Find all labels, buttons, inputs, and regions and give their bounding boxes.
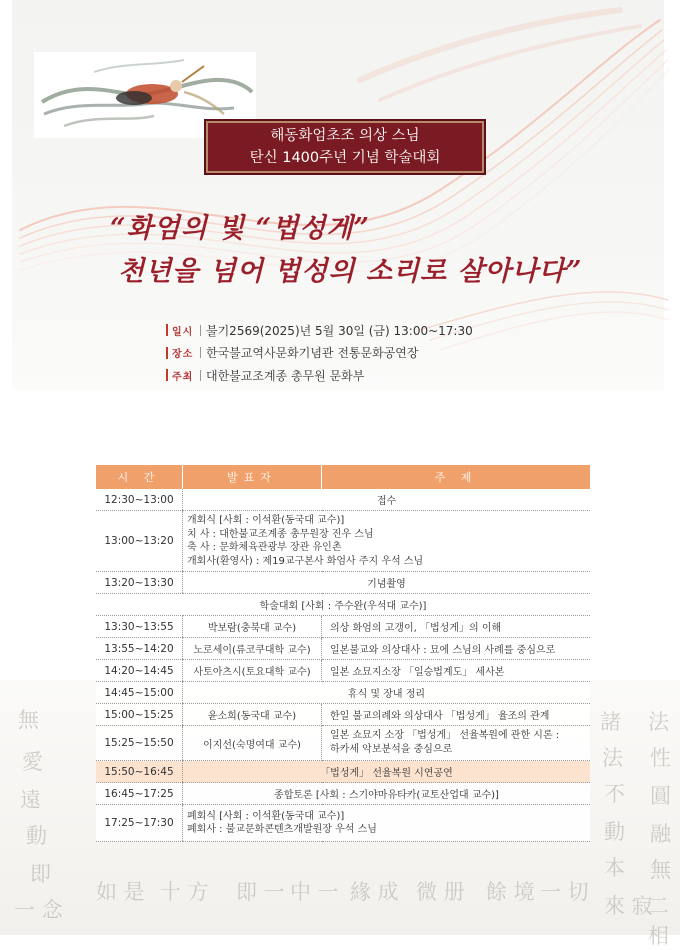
info-separator xyxy=(200,347,201,358)
row-speaker: 박보람(충북대 교수) xyxy=(183,616,322,638)
row-time: 13:55~14:20 xyxy=(96,638,183,660)
slogan-line2: 천년을 넘어 법성의 소리로 살아나다” xyxy=(118,256,583,287)
row-line: 개회사(환영사) : 제19교구본사 화엄사 주지 우석 스님 xyxy=(187,555,424,567)
header-topic: 주 제 xyxy=(322,465,591,489)
table-row xyxy=(96,572,590,594)
row-line: 개회식 [사회 : 이석환(동국대 교수)] xyxy=(187,515,345,526)
row-time: 12:30~13:00 xyxy=(96,489,183,511)
row-time: 17:25~17:30 xyxy=(96,805,183,842)
row-text: 휴식 및 장내 정리 xyxy=(183,682,591,704)
info-label: 장소 xyxy=(172,349,194,361)
info-value: 불기2569(2025)년 5월 30일 (금) 13:00~17:30 xyxy=(206,323,473,338)
row-time: 15:00~15:25 xyxy=(96,704,183,726)
table-row xyxy=(96,511,590,572)
header-speaker: 발표자 xyxy=(183,465,322,489)
event-title-line2: 탄신 1400주년 기념 학술대회 xyxy=(249,150,441,166)
row-multiline xyxy=(183,805,591,842)
row-time: 15:25~15:50 xyxy=(96,726,183,761)
info-row-venue xyxy=(166,342,626,365)
event-title-line1: 해동화엄초조 의상 스님 xyxy=(270,128,420,144)
info-bar xyxy=(166,324,168,336)
info-separator xyxy=(200,370,201,381)
row-speaker: 윤소희(동국대 교수) xyxy=(183,704,322,726)
info-bar xyxy=(166,369,168,381)
event-title-box xyxy=(204,119,486,175)
row-time: 15:50~16:45 xyxy=(96,761,183,783)
row-line: 치 사 : 대한불교조계종 총무원장 진우 스님 xyxy=(187,528,374,540)
row-text: 「법성게」 선율복원 시연공연 xyxy=(183,761,591,783)
table-row xyxy=(96,805,590,842)
slogan-line1: “화엄의 빛 “법성게” xyxy=(110,213,370,244)
table-row xyxy=(96,616,590,638)
row-multiline xyxy=(183,511,591,572)
row-time: 13:00~13:20 xyxy=(96,511,183,572)
row-text: 기념촬영 xyxy=(183,572,591,594)
row-speaker: 이지선(숙명여대 교수) xyxy=(183,726,322,761)
row-topic-line: 일본 쇼묘지 소장 「법성게」 선율복원에 관한 시론 : xyxy=(330,730,560,741)
calligraphy-background-icon: 無 愛 遠 動 即 一 念 諸 法 法 性 不 圓 動 融 本 無 來 寂 如 是 十 方 即 一 中 一 緣 成 微 册 餘 境 一 切 二 相 xyxy=(0,680,680,935)
row-time: 14:45~15:00 xyxy=(96,682,183,704)
row-topic: 의상 화엄의 고갱이, 「법성게」의 이해 xyxy=(322,616,591,638)
row-line: 폐회식 [사회 : 이석환(동국대 교수)] xyxy=(187,810,345,822)
table-row xyxy=(96,682,590,704)
info-row-host xyxy=(166,364,626,387)
table-row xyxy=(96,638,590,660)
schedule-header xyxy=(96,465,590,489)
info-label: 주최 xyxy=(172,371,194,383)
info-value: 한국불교역사문화기념관 전통문화공연장 xyxy=(206,346,419,361)
table-row xyxy=(96,660,590,682)
row-time: 16:45~17:25 xyxy=(96,783,183,805)
info-value: 대한불교조계종 총무원 문화부 xyxy=(206,368,365,383)
table-row xyxy=(96,726,590,761)
table-row xyxy=(96,704,590,726)
schedule-table xyxy=(96,465,590,842)
info-bar xyxy=(166,347,168,359)
row-speaker: 노로세이(류코쿠대학 교수) xyxy=(183,638,322,660)
row-text: 종합토론 [사회 : 스기야마유타카(교토산업대 교수)] xyxy=(183,783,591,805)
info-row-date xyxy=(166,319,626,342)
row-topic: 일본불교와 의상대사 : 묘에 스님의 사례를 중심으로 xyxy=(322,638,591,660)
table-row xyxy=(96,783,590,805)
row-time: 14:20~14:45 xyxy=(96,660,183,682)
table-row xyxy=(96,594,590,616)
row-time: 13:20~13:30 xyxy=(96,572,183,594)
row-time: 13:30~13:55 xyxy=(96,616,183,638)
row-line: 폐회사 : 불교문화콘텐츠개발원장 우석 스님 xyxy=(187,824,377,835)
info-separator xyxy=(200,325,201,336)
row-speaker: 사토아츠시(토요대학 교수) xyxy=(183,660,322,682)
table-row xyxy=(96,489,590,511)
row-topic: 한일 불교의례와 의상대사 「법성게」 율조의 관계 xyxy=(322,704,591,726)
table-row-highlight xyxy=(96,761,590,783)
info-label: 일시 xyxy=(172,326,194,338)
row-line: 축 사 : 문화체육관광부 장관 유인촌 xyxy=(187,542,342,553)
row-text: 학술대회 [사회 : 주수완(우석대 교수)] xyxy=(96,594,590,616)
row-topic xyxy=(322,726,591,761)
row-topic: 일본 쇼묘지소장 「일승법계도」 세사본 xyxy=(322,660,591,682)
header-time: 시 간 xyxy=(96,465,183,489)
row-topic-line: 하카세 악보분석을 중심으로 xyxy=(330,744,453,755)
row-text: 접수 xyxy=(183,489,591,511)
